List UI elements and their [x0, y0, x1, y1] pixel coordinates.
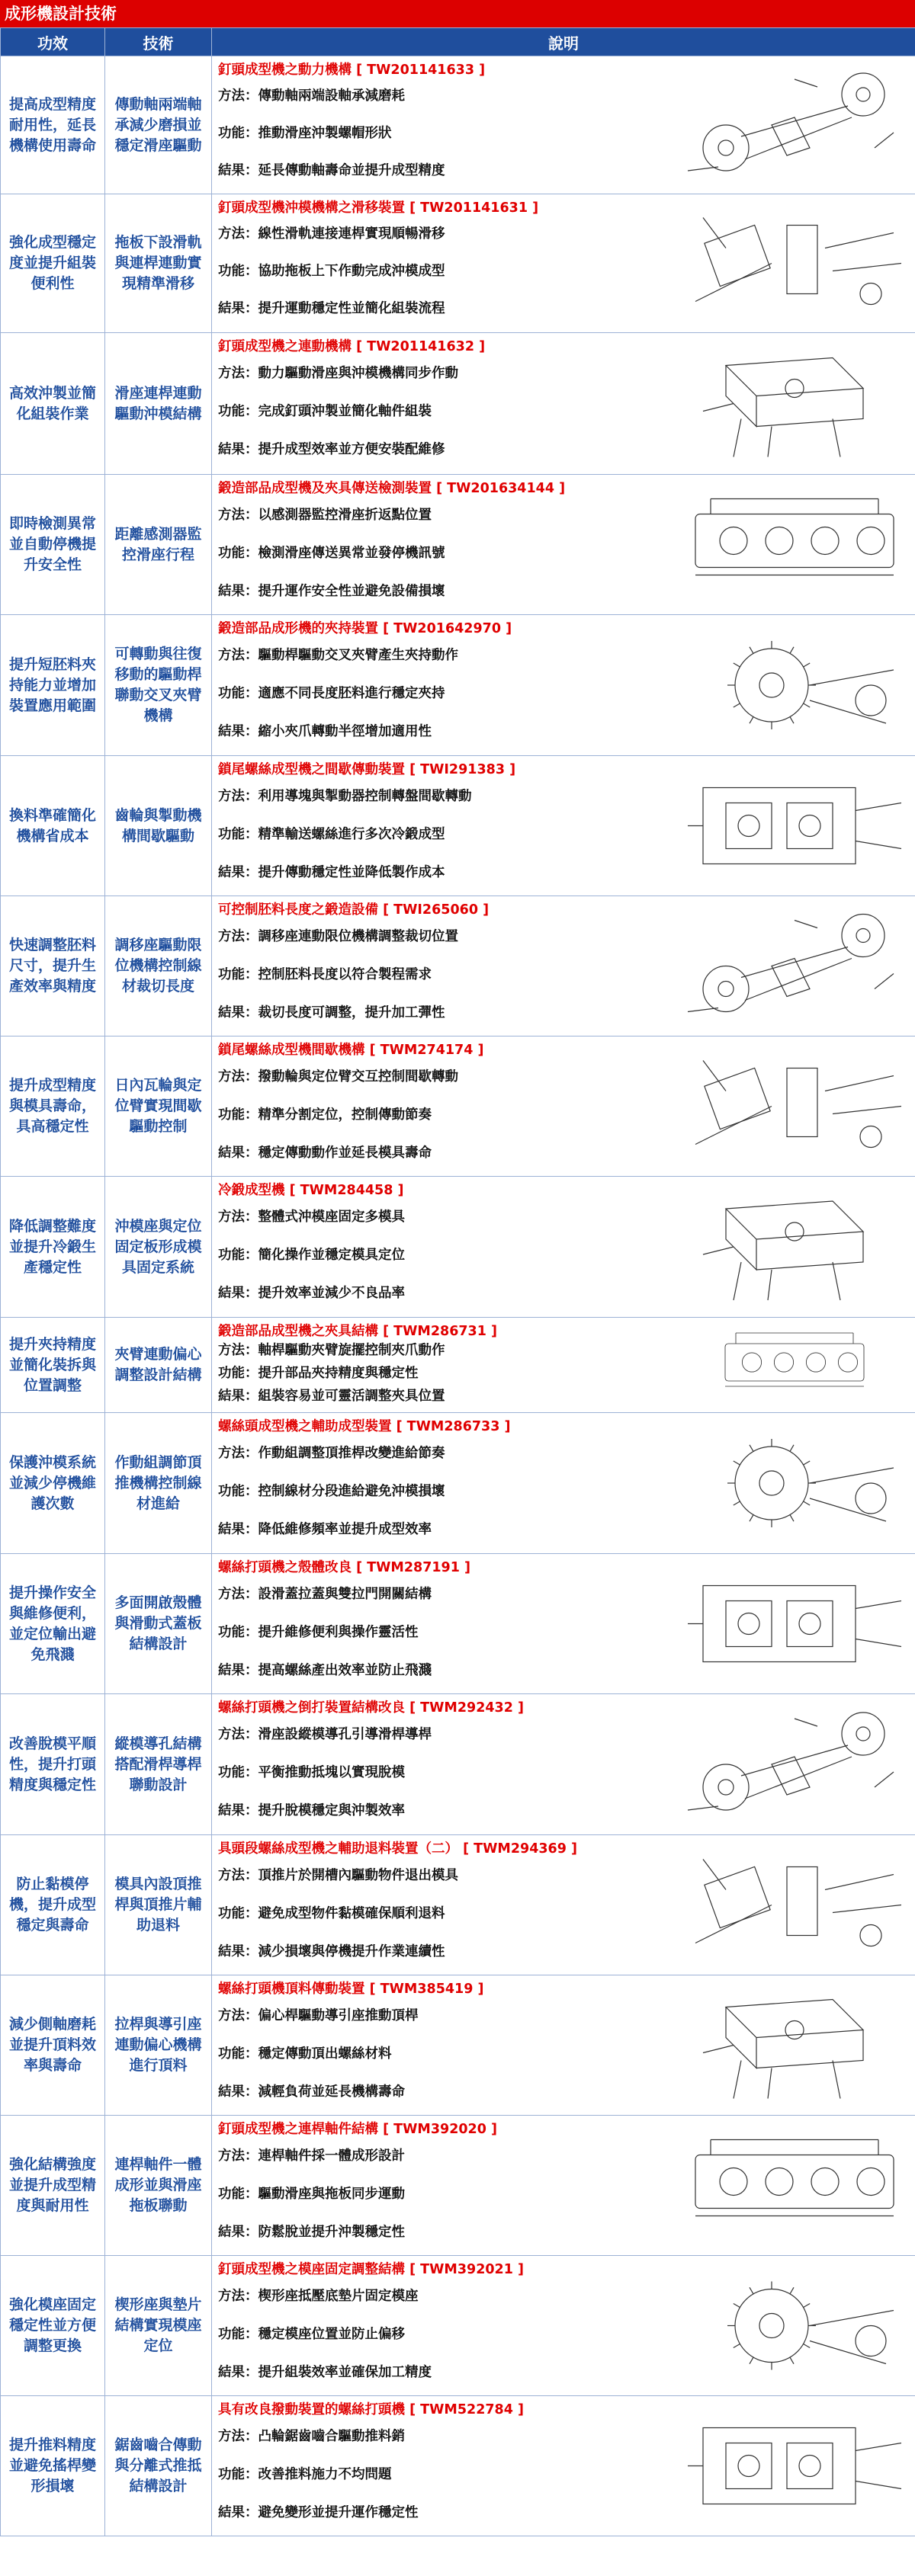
patent-title: 釘頭成型機之連動機構 [ TW201141632 ]	[218, 339, 486, 354]
cell-tech: 拖板下設滑軌與連桿連動實現精準滑移	[105, 194, 212, 333]
desc-function: 功能：精準分割定位，控制傳動節奏	[218, 1107, 432, 1123]
desc-content	[212, 615, 915, 755]
desc-method: 方法：楔形座抵壓底墊片固定模座	[218, 2289, 419, 2304]
cell-tech: 齒輪與掣動機構間歇驅動	[105, 756, 212, 896]
patent-title: 螺絲頭成型機之輔助成型裝置 [ TWM286733 ]	[218, 1419, 511, 1434]
cell-func: 提升成型精度與模具壽命，具高穩定性	[1, 1036, 105, 1177]
desc-method: 方法：連桿軸件採一體成形設計	[218, 2148, 405, 2164]
cell-desc	[212, 615, 915, 756]
desc-function: 功能：適應不同長度胚料進行穩定夾持	[218, 686, 445, 701]
desc-result: 結果：避免變形並提升運作穩定性	[218, 2505, 419, 2520]
cell-tech: 滑座連桿連動驅動沖模結構	[105, 333, 212, 475]
desc-function: 功能：驅動滑座與拖板同步運動	[218, 2187, 405, 2202]
patent-title: 螺絲打頭機之倒打裝置結構改良 [ TWM292432 ]	[218, 1700, 524, 1716]
cell-desc	[212, 2396, 915, 2536]
cell-func: 強化模座固定穩定性並方便調整更換	[1, 2256, 105, 2396]
patent-drawing-image	[680, 2401, 909, 2531]
patent-title: 冷鍛成型機 [ TWM284458 ]	[218, 1183, 404, 1198]
cell-desc	[212, 333, 915, 475]
desc-method: 方法：以感測器監控滑座折返點位置	[218, 508, 432, 523]
cell-tech: 連桿軸件一體成形並與滑座拖板聯動	[105, 2116, 212, 2256]
patent-drawing-image	[680, 199, 909, 328]
cell-desc	[212, 1413, 915, 1554]
cell-tech: 鋸齒嚙合傳動與分離式推抵結構設計	[105, 2396, 212, 2536]
patent-title: 螺絲打頭機頂料傳動裝置 [ TWM385419 ]	[218, 1982, 484, 1997]
cell-func: 快速調整胚料尺寸，提升生產效率與精度	[1, 896, 105, 1036]
table-row	[1, 2396, 915, 2536]
cell-tech: 日內瓦輪與定位臂實現間歇驅動控制	[105, 1036, 212, 1177]
desc-lines	[212, 1198, 405, 1312]
desc-lines	[212, 2417, 419, 2532]
desc-content	[212, 1413, 915, 1553]
cell-func: 保護沖模系統並減少停機維護次數	[1, 1413, 105, 1554]
desc-result: 結果：提升運作安全性並避免設備損壞	[218, 584, 445, 599]
cell-tech: 作動組調節頂推機構控制線材進給	[105, 1413, 212, 1554]
table-header-row	[1, 28, 915, 56]
desc-function: 功能：精準輸送螺絲進行多次冷鍛成型	[218, 827, 445, 842]
table-row	[1, 333, 915, 475]
cell-desc	[212, 1554, 915, 1694]
patent-drawing-image	[680, 1699, 909, 1830]
desc-method: 方法：滑座設縱模導孔引導滑桿導桿	[218, 1727, 432, 1742]
cell-tech: 可轉動與往復移動的驅動桿聯動交叉夾臂機構	[105, 615, 212, 756]
cell-func: 強化成型穩定度並提升組裝便利性	[1, 194, 105, 333]
desc-result: 結果：提升脫模穩定與沖製效率	[218, 1803, 405, 1818]
desc-function: 功能：穩定模座位置並防止偏移	[218, 2327, 405, 2342]
desc-content	[212, 333, 915, 474]
patent-drawing-image	[680, 1980, 909, 2110]
cell-tech: 多面開啟殼體與滑動式蓋板結構設計	[105, 1554, 212, 1694]
desc-lines	[212, 2137, 405, 2251]
cell-tech: 模具內設頂推桿與頂推片輔助退料	[105, 1835, 212, 1975]
desc-result: 結果：提升組裝效率並確保加工精度	[218, 2365, 432, 2380]
patent-drawing-image	[680, 2260, 909, 2391]
table-row	[1, 2116, 915, 2256]
desc-method: 方法：凸輪鋸齒嚙合驅動推料銷	[218, 2429, 405, 2444]
desc-content	[212, 2396, 915, 2536]
desc-method: 方法：撥動輪與定位臂交互控制間歇轉動	[218, 1069, 458, 1085]
desc-result: 結果：延長傳動軸壽命並提升成型精度	[218, 163, 445, 178]
cell-desc	[212, 2116, 915, 2256]
cell-func: 提升夾持精度並簡化裝拆與位置調整	[1, 1318, 105, 1413]
table-row	[1, 1975, 915, 2116]
table-row	[1, 2256, 915, 2396]
desc-content	[212, 475, 915, 614]
cell-func: 提高成型精度耐用性，延長機構使用壽命	[1, 56, 105, 194]
cell-func: 降低調整難度並提升冷鍛生產穩定性	[1, 1177, 105, 1318]
desc-content	[212, 194, 915, 332]
cell-desc	[212, 1177, 915, 1318]
desc-result: 結果：提升效率並減少不良品率	[218, 1286, 405, 1301]
cell-desc	[212, 1318, 915, 1413]
cell-tech: 夾臂連動偏心調整設計結構	[105, 1318, 212, 1413]
desc-lines	[212, 1339, 445, 1408]
desc-function: 功能：完成釘頭沖製並簡化軸件組裝	[218, 404, 432, 419]
desc-method: 方法：偏心桿驅動導引座推動頂桿	[218, 2008, 419, 2023]
cell-desc	[212, 1036, 915, 1177]
desc-lines	[212, 354, 458, 469]
cell-desc	[212, 896, 915, 1036]
desc-function: 功能：檢測滑座傳送異常並發停機訊號	[218, 546, 445, 561]
desc-lines	[212, 496, 445, 610]
desc-lines	[212, 636, 458, 751]
desc-function: 功能：推動滑座沖製螺帽形狀	[218, 126, 392, 141]
cell-desc	[212, 475, 915, 615]
cell-desc	[212, 194, 915, 333]
cell-func: 減少側軸磨耗並提升頂料效率與壽命	[1, 1975, 105, 2116]
desc-method: 方法：動力驅動滑座與沖模機構同步作動	[218, 366, 458, 381]
desc-function: 功能：控制胚料長度以符合製程需求	[218, 967, 432, 982]
desc-result: 結果：組裝容易並可靈活調整夾具位置	[218, 1389, 445, 1404]
desc-method: 方法：調移座連動限位機構調整裁切位置	[218, 929, 458, 944]
cell-func: 換料準確簡化機構省成本	[1, 756, 105, 896]
table-row	[1, 615, 915, 756]
patent-title: 釘頭成型機之模座固定調整結構 [ TWM392021 ]	[218, 2262, 524, 2277]
table-row	[1, 896, 915, 1036]
patent-drawing-image	[680, 1840, 909, 1970]
desc-lines	[212, 78, 445, 190]
patent-drawing-image	[680, 1559, 909, 1689]
desc-function: 功能：平衡推動抵塊以實現脫模	[218, 1765, 405, 1780]
header-tech: 技術	[105, 28, 212, 56]
desc-lines	[212, 1716, 432, 1830]
desc-function: 功能：提升部品夾持精度與穩定性	[218, 1366, 419, 1381]
desc-content	[212, 2116, 915, 2255]
table-row	[1, 1318, 915, 1413]
desc-result: 結果：提升傳動穩定性並降低製作成本	[218, 865, 445, 880]
design-tech-table	[0, 27, 915, 2536]
cell-desc	[212, 1975, 915, 2116]
cell-desc	[212, 1694, 915, 1835]
patent-drawing-image	[680, 1181, 909, 1312]
page-title: 成形機設計技術	[0, 0, 915, 27]
desc-result: 結果：降低維修頻率並提升成型效率	[218, 1522, 432, 1537]
desc-method: 方法：作動組調整頂推桿改變進給節奏	[218, 1446, 445, 1461]
patent-drawing-image	[680, 61, 909, 189]
desc-function: 功能：避免成型物件黏模確保順利退料	[218, 1906, 445, 1921]
desc-method: 方法：線性滑軌連接連桿實現順暢滑移	[218, 226, 445, 242]
patent-title: 釘頭成型機沖模機構之滑移裝置 [ TW201141631 ]	[218, 200, 539, 216]
desc-result: 結果：提高螺絲產出效率並防止飛濺	[218, 1663, 432, 1678]
cell-tech: 距離感測器監控滑座行程	[105, 475, 212, 615]
desc-result: 結果：防鬆脫並提升沖製穩定性	[218, 2225, 405, 2240]
desc-content	[212, 756, 915, 896]
patent-drawing-image	[680, 1041, 909, 1171]
desc-lines	[212, 2277, 432, 2392]
desc-content	[212, 1036, 915, 1176]
desc-result: 結果：提升運動穩定性並簡化組裝流程	[218, 301, 445, 316]
patent-title: 鎖尾螺絲成型機之間歇傳動裝置 [ TWI291383 ]	[218, 762, 516, 777]
patent-drawing-image	[680, 338, 909, 469]
desc-content	[212, 1694, 915, 1834]
desc-lines	[212, 1575, 432, 1690]
patent-title: 釘頭成型機之連桿軸件結構 [ TWM392020 ]	[218, 2122, 497, 2137]
table-row	[1, 194, 915, 333]
cell-desc	[212, 756, 915, 896]
cell-tech: 沖模座與定位固定板形成模具固定系統	[105, 1177, 212, 1318]
patent-title: 可控制胚料長度之鍛造設備 [ TWI265060 ]	[218, 902, 490, 918]
table-row	[1, 1835, 915, 1975]
desc-function: 功能：改善推料施力不均問題	[218, 2467, 392, 2482]
desc-method: 方法：驅動桿驅動交叉夾臂產生夾持動作	[218, 648, 458, 663]
desc-lines	[212, 777, 472, 892]
patent-drawing-image	[680, 2120, 909, 2251]
patent-drawing-image	[680, 1322, 909, 1408]
desc-function: 功能：控制線材分段進給避免沖模損壞	[218, 1484, 445, 1499]
table-row	[1, 1694, 915, 1835]
patent-title: 鍛造部品成形機的夾持裝置 [ TW201642970 ]	[218, 621, 512, 636]
patent-drawing-image	[680, 620, 909, 751]
cell-tech: 調移座驅動限位機構控制線材裁切長度	[105, 896, 212, 1036]
desc-method: 方法：整體式沖模座固定多模具	[218, 1210, 405, 1225]
cell-desc	[212, 2256, 915, 2396]
desc-lines	[212, 1997, 419, 2111]
cell-func: 提升短胚料夾持能力並增加裝置應用範圍	[1, 615, 105, 756]
desc-content	[212, 1554, 915, 1693]
cell-func: 提升推料精度並避免搖桿變形損壞	[1, 2396, 105, 2536]
desc-content	[212, 2256, 915, 2395]
cell-desc	[212, 56, 915, 194]
desc-method: 方法：利用導塊與掣動器控制轉盤間歇轉動	[218, 789, 472, 804]
cell-tech: 縱模導孔結構搭配滑桿導桿聯動設計	[105, 1694, 212, 1835]
desc-method: 方法：傳動軸兩端設軸承減磨耗	[218, 88, 405, 104]
cell-desc	[212, 1835, 915, 1975]
table-row	[1, 1554, 915, 1694]
desc-method: 方法：軸桿驅動夾臂旋擺控制夾爪動作	[218, 1343, 445, 1358]
desc-result: 結果：提升成型效率並方便安裝配維修	[218, 442, 445, 457]
table-row	[1, 1036, 915, 1177]
desc-content	[212, 1177, 915, 1317]
patent-title: 鎖尾螺絲成型機間歇機構 [ TWM274174 ]	[218, 1043, 484, 1058]
desc-result: 結果：穩定傳動動作並延長模具壽命	[218, 1145, 432, 1161]
cell-tech: 楔形座與墊片結構實現模座定位	[105, 2256, 212, 2396]
desc-result: 結果：減少損壞與停機提升作業連續性	[218, 1944, 445, 1959]
table-row	[1, 1177, 915, 1318]
table-row	[1, 475, 915, 615]
patent-title: 釘頭成型機之動力機構 [ TW201141633 ]	[218, 62, 486, 78]
cell-func: 高效沖製並簡化組裝作業	[1, 333, 105, 475]
desc-lines	[212, 1434, 445, 1549]
desc-lines	[212, 1058, 458, 1172]
patent-title: 鍛造部品成型機之夾具結構 [ TWM286731 ]	[218, 1324, 497, 1339]
desc-lines	[212, 1857, 458, 1971]
desc-result: 結果：縮小夾爪轉動半徑增加適用性	[218, 724, 432, 739]
patent-drawing-image	[680, 761, 909, 891]
desc-content	[212, 1835, 915, 1975]
desc-result: 結果：減輕負荷並延長機構壽命	[218, 2084, 405, 2100]
patent-title: 具有改良撥動裝置的螺絲打頭機 [ TWM522784 ]	[218, 2402, 524, 2417]
cell-tech: 拉桿與導引座連動偏心機構進行頂料	[105, 1975, 212, 2116]
table-row	[1, 56, 915, 194]
patent-drawing-image	[680, 479, 909, 610]
patent-title: 螺絲打頭機之殼體改良 [ TWM287191 ]	[218, 1560, 470, 1575]
patent-title: 鍛造部品成型機及夾具傳送檢測裝置 [ TW201634144 ]	[218, 481, 566, 496]
desc-function: 功能：協助拖板上下作動完成沖模成型	[218, 264, 445, 279]
patent-title: 具頭段螺絲成型機之輔助退料裝置（二） [ TWM294369 ]	[218, 1841, 577, 1857]
patent-drawing-image	[680, 901, 909, 1031]
desc-lines	[212, 216, 445, 328]
desc-content	[212, 56, 915, 194]
patent-drawing-image	[680, 1418, 909, 1549]
desc-function: 功能：穩定傳動頂出螺絲材料	[218, 2046, 392, 2062]
cell-func: 改善脫模平順性，提升打頭精度與穩定性	[1, 1694, 105, 1835]
header-desc: 說明	[212, 28, 915, 56]
cell-func: 提升操作安全與維修便利，並定位輸出避免飛濺	[1, 1554, 105, 1694]
desc-content	[212, 896, 915, 1036]
cell-tech: 傳動軸兩端軸承減少磨損並穩定滑座驅動	[105, 56, 212, 194]
cell-func: 防止黏模停機，提升成型穩定與壽命	[1, 1835, 105, 1975]
desc-method: 方法：設滑蓋拉蓋與雙拉門開關結構	[218, 1587, 432, 1602]
desc-function: 功能：提升維修便利與操作靈活性	[218, 1625, 419, 1640]
desc-method: 方法：頂推片於開槽內驅動物件退出模具	[218, 1868, 458, 1883]
cell-func: 即時檢測異常並自動停機提升安全性	[1, 475, 105, 615]
desc-content	[212, 1975, 915, 2115]
desc-content	[212, 1318, 915, 1412]
desc-lines	[212, 918, 458, 1032]
table-row	[1, 1413, 915, 1554]
desc-function: 功能：簡化操作並穩定模具定位	[218, 1248, 405, 1263]
desc-result: 結果：裁切長度可調整，提升加工彈性	[218, 1005, 445, 1020]
table-row	[1, 756, 915, 896]
header-func: 功效	[1, 28, 105, 56]
cell-func: 強化結構強度並提升成型精度與耐用性	[1, 2116, 105, 2256]
